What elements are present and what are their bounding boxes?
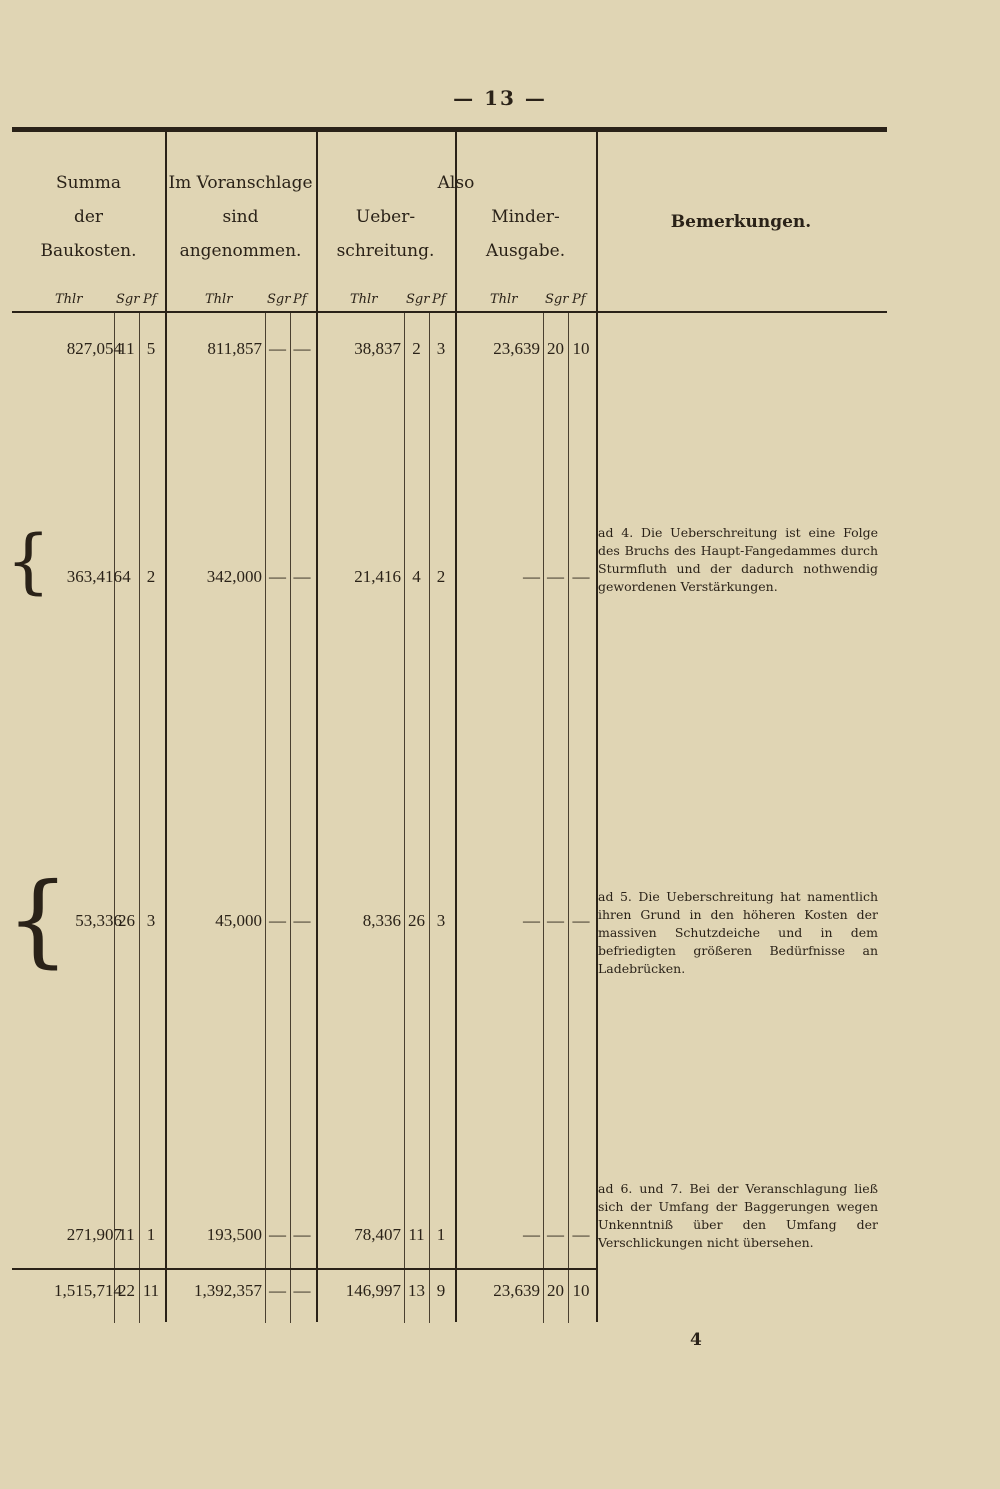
total-row-c3-cell: 9 xyxy=(436,1281,446,1300)
total-row-c3-cell: 146,997 xyxy=(345,1281,401,1300)
table-row-c2-cell: — xyxy=(269,911,286,930)
total-row-c1-cell: 22 xyxy=(118,1281,135,1300)
unit-sgr: Sgr xyxy=(545,292,569,307)
header-ueberschreitung: Ueber- schreitung. xyxy=(336,207,435,261)
table-row-c4-cell: — xyxy=(523,1225,540,1244)
table-row-c2-cell: — xyxy=(293,1225,311,1244)
sub-divider xyxy=(290,313,291,1323)
table-row-c1-cell: 2 xyxy=(146,567,156,586)
table-row-c1-cell: 53,336 xyxy=(75,911,122,930)
table-row-c3-cell: 8,336 xyxy=(362,911,401,930)
signature-mark: 4 xyxy=(690,1330,702,1350)
header-minderausgabe: Minder- Ausgabe. xyxy=(485,207,566,261)
table-row-c3-cell: 26 xyxy=(408,911,425,930)
table-row-c2-cell: — xyxy=(269,339,286,358)
table-row-c3-cell: 78,407 xyxy=(354,1225,401,1244)
total-row-c4-cell: 23,639 xyxy=(493,1281,540,1300)
header-summa: Summa der Baukosten. xyxy=(40,173,137,261)
header-rule xyxy=(12,311,887,313)
brace: { xyxy=(6,520,51,602)
table-row-c3-cell: 11 xyxy=(408,1225,425,1244)
header-also: Also xyxy=(437,173,475,193)
header-voranschlag: Im Voranschlage sind angenommen. xyxy=(168,173,313,261)
table-row-c1-cell: 11 xyxy=(118,339,135,358)
table-row-c3-cell: 3 xyxy=(436,911,446,930)
note-ad6-7: ad 6. und 7. Bei der Veranschlagung ließ sich der Umfang der Baggerungen wegen Unkenntniß über den Umfang der Verschlickungen nicht übersehen. xyxy=(598,1181,878,1250)
table-row-c2-cell: — xyxy=(269,567,286,586)
sub-divider xyxy=(429,313,430,1323)
table-row-c3-cell: 21,416 xyxy=(354,567,401,586)
table-row-c4-cell: — xyxy=(572,1225,590,1244)
table-row-c4-cell: — xyxy=(547,1225,564,1244)
table-row-c2-cell: 45,000 xyxy=(215,911,262,930)
table-row-c3-cell: 1 xyxy=(436,1225,446,1244)
total-row-c2-cell: 1,392,357 xyxy=(194,1281,262,1300)
table-row-c4-cell: — xyxy=(523,911,540,930)
col-divider xyxy=(596,132,598,1322)
sub-divider xyxy=(114,313,115,1323)
total-row-c3-cell: 13 xyxy=(408,1281,425,1300)
table-row-c1-cell: 11 xyxy=(118,1225,135,1244)
col-divider xyxy=(316,132,318,1322)
table-row-c4-cell: — xyxy=(523,567,540,586)
unit-thlr: Thlr xyxy=(205,292,233,307)
total-row-c4-cell: 20 xyxy=(547,1281,564,1300)
table-row-c4-cell: — xyxy=(572,567,590,586)
unit-thlr: Thlr xyxy=(55,292,83,307)
table-row-c3-cell: 3 xyxy=(436,339,446,358)
sub-divider xyxy=(265,313,266,1323)
sub-divider xyxy=(139,313,140,1323)
total-row-c2-cell: — xyxy=(293,1281,311,1300)
table-row-c2-cell: 811,857 xyxy=(207,339,262,358)
unit-pf: Pf xyxy=(143,292,157,307)
col-divider xyxy=(455,132,457,1322)
table-row-c3-cell: 4 xyxy=(412,567,421,586)
table-row-c1-cell: 5 xyxy=(146,339,156,358)
page-number: — 13 — xyxy=(453,86,547,110)
total-row-c4-cell: 10 xyxy=(572,1281,590,1300)
table-row-c1-cell: 1 xyxy=(146,1225,156,1244)
unit-pf: Pf xyxy=(432,292,446,307)
table-row-c2-cell: 342,000 xyxy=(206,567,262,586)
brace: { xyxy=(6,861,70,978)
table-row-c1-cell: 271,907 xyxy=(66,1225,122,1244)
total-row-c1-cell: 1,515,714 xyxy=(54,1281,122,1300)
table-row-c4-cell: 10 xyxy=(572,339,590,358)
table-row-c1-cell: 827,054 xyxy=(66,339,122,358)
table-row-c3-cell: 2 xyxy=(436,567,446,586)
unit-thlr: Thlr xyxy=(490,292,518,307)
table-row-c2-cell: — xyxy=(293,567,311,586)
total-rule xyxy=(12,1268,597,1270)
table-row-c3-cell: 38,837 xyxy=(354,339,401,358)
unit-sgr: Sgr xyxy=(116,292,140,307)
sub-divider xyxy=(543,313,544,1323)
table-row-c2-cell: — xyxy=(293,339,311,358)
table-row-c4-cell: 23,639 xyxy=(493,339,540,358)
top-rule xyxy=(12,127,887,132)
note-ad4: ad 4. Die Ueberschreitung ist eine Folge des Bruchs des Haupt-Fangedammes durch Sturmfluth und der dadurch nothwendig gewordenen Verstärkungen. xyxy=(598,525,878,594)
table-row-c2-cell: 193,500 xyxy=(206,1225,262,1244)
table-row-c4-cell: — xyxy=(572,911,590,930)
total-row-c2-cell: — xyxy=(269,1281,286,1300)
unit-pf: Pf xyxy=(293,292,307,307)
table-row-c4-cell: 20 xyxy=(547,339,564,358)
sub-divider xyxy=(404,313,405,1323)
unit-sgr: Sgr xyxy=(267,292,291,307)
table-row-c2-cell: — xyxy=(293,911,311,930)
table-row-c2-cell: — xyxy=(269,1225,286,1244)
total-row-c1-cell: 11 xyxy=(142,1281,160,1300)
unit-sgr: Sgr xyxy=(406,292,430,307)
table-row-c1-cell: 4 xyxy=(122,567,131,586)
col-divider xyxy=(165,132,167,1322)
table-row-c1-cell: 26 xyxy=(118,911,135,930)
table-row-c4-cell: — xyxy=(547,911,564,930)
table-row-c1-cell: 363,416 xyxy=(66,567,122,586)
unit-thlr: Thlr xyxy=(350,292,378,307)
sub-divider xyxy=(568,313,569,1323)
unit-pf: Pf xyxy=(572,292,586,307)
table-row-c1-cell: 3 xyxy=(146,911,156,930)
header-remarks: Bemerkungen. xyxy=(670,212,812,232)
table-row-c4-cell: — xyxy=(547,567,564,586)
table-row-c3-cell: 2 xyxy=(412,339,421,358)
note-ad5: ad 5. Die Ueberschreitung hat namentlich ihren Grund in den höheren Kosten der massiven Schutzdeiche und in dem befriedigten größeren Bedürfnisse an Ladebrücken. xyxy=(598,889,878,976)
